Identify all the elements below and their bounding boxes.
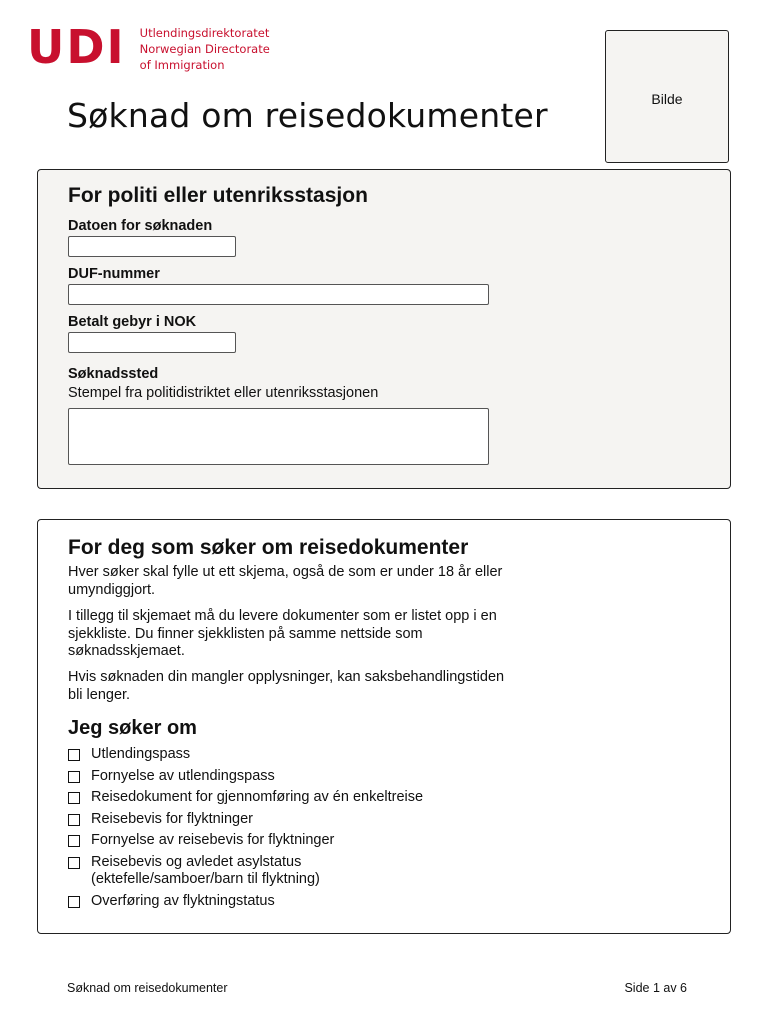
document-type-list [68,746,423,914]
checkbox[interactable] [68,749,80,761]
checkbox[interactable] [68,814,80,826]
org-name-line: of Immigration [139,58,225,72]
option-fornyelse-reisebevis[interactable] [68,832,423,850]
info-paragraph: I tillegg til skjemaet må du levere dokumenter som er listet opp i en sjekkliste. Du finner sjekklisten på samme nettside som søknadsskjemaet. [68,608,497,659]
applicant-section-heading: For deg som søker om reisedokumenter [68,536,469,559]
org-name [140,25,270,73]
option-avledet-asylstatus[interactable] [68,854,423,889]
option-label: Reisedokument for gjennomføring av én enkeltreise [91,789,424,805]
option-reisebevis-flyktninger[interactable] [68,811,423,829]
checkbox[interactable] [68,835,80,847]
option-utlendingspass[interactable] [68,746,423,764]
checkbox[interactable] [68,792,80,804]
option-label: Reisebevis for flyktninger [91,810,253,827]
checkbox[interactable] [68,857,80,869]
option-enkeltreise[interactable] [68,789,423,807]
police-section-heading: For politi eller utenriksstasjon [68,184,368,207]
applicant-section [37,519,731,934]
date-label: Datoen for søknaden [68,218,213,234]
udi-logo [27,20,270,74]
org-name-line: Norwegian Directorate [139,42,270,56]
stamp-instruction: Stempel fra politidistriktet eller utenriksstasjonen [68,385,379,401]
option-label: Fornyelse av utlendingspass [91,767,275,784]
option-label: Utlendingspass [91,746,191,762]
police-section [37,169,731,489]
fee-field[interactable] [68,332,236,353]
info-paragraph: Hvis søknaden din mangler opplysninger, kan saksbehandlingstiden bli lenger. [68,669,505,703]
stamp-area[interactable] [68,408,489,465]
date-field[interactable] [68,236,236,257]
option-label: Reisebevis og avledet asylstatus (ektefelle/samboer/barn til flyktning) [91,853,320,887]
application-place-label: Søknadssted [68,366,159,382]
page-title: Søknad om reisedokumenter [67,96,548,135]
option-label: Overføring av flyktningstatus [91,892,275,909]
request-subheading: Jeg søker om [68,717,197,739]
footer-doc-name: Søknad om reisedokumenter [67,981,228,995]
org-name-line: Utlendingsdirektoratet [139,26,270,40]
option-overforing-flyktningstatus[interactable] [68,893,423,911]
checkbox[interactable] [68,771,80,783]
fee-label: Betalt gebyr i NOK [68,314,197,330]
logo-mark: UDI [27,20,126,74]
photo-box[interactable] [605,30,729,163]
footer-page-info: Side 1 av 6 [624,981,687,995]
duf-label: DUF-nummer [68,266,160,282]
option-label: Fornyelse av reisebevis for flyktninger [91,832,335,848]
option-fornyelse-utlendingspass[interactable] [68,768,423,786]
info-paragraph: Hver søker skal fylle ut ett skjema, også de som er under 18 år eller umyndiggjort. [68,564,503,598]
photo-label: Bilde [651,91,683,107]
duf-number-field[interactable] [68,284,489,305]
checkbox[interactable] [68,896,80,908]
